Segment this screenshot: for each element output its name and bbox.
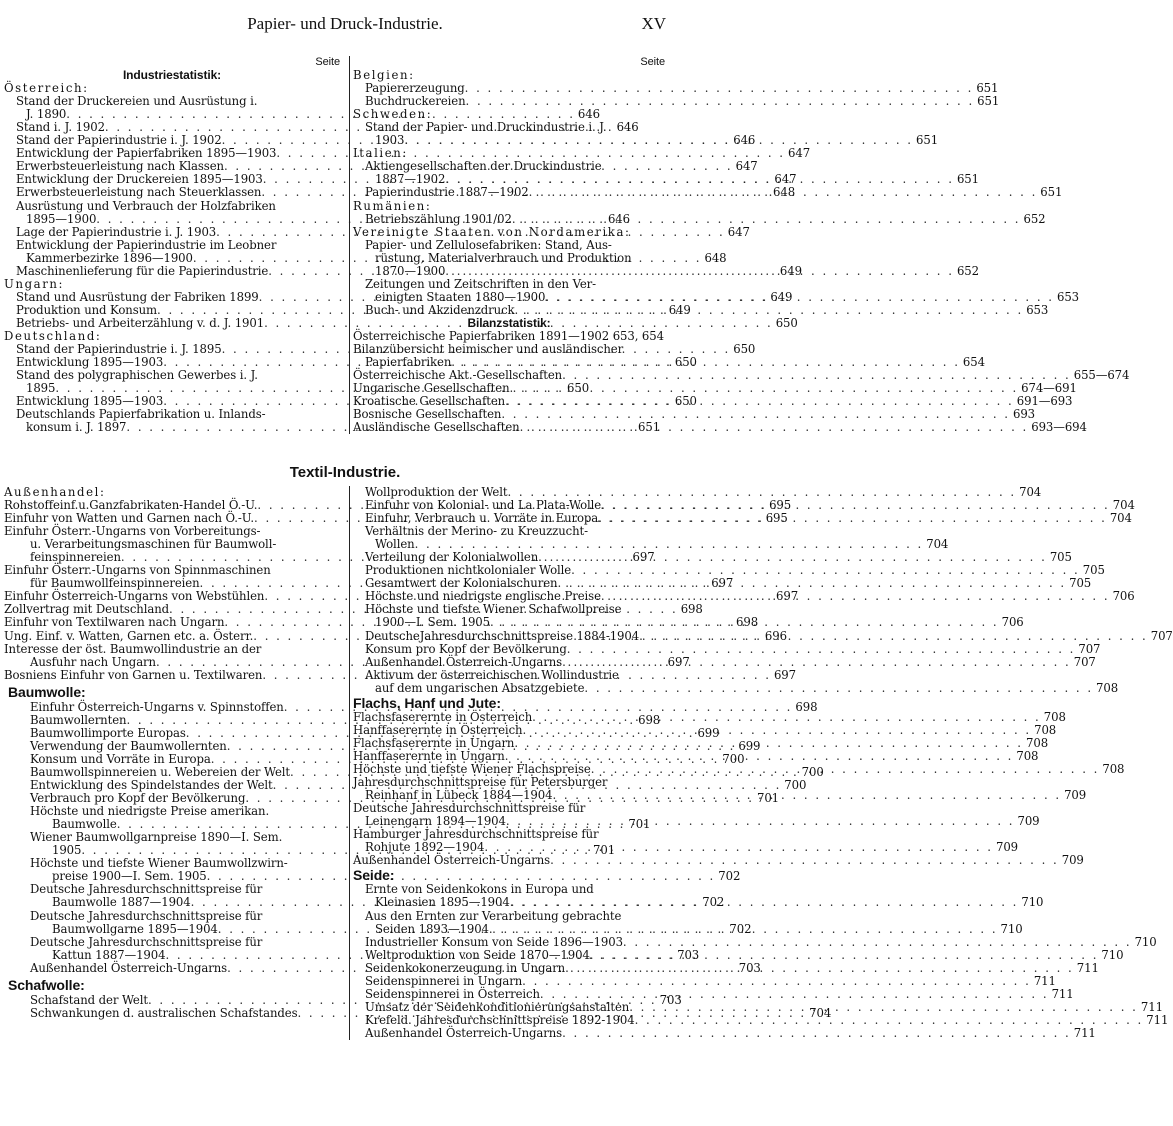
entry-continuation: Stand der Druckereien und Ausrüstung i.: [16, 94, 258, 109]
entry-page: 711: [1051, 986, 1074, 1001]
entry-continuation: Deutsche Jahresdurchschnittspreise für: [30, 882, 263, 897]
entry-text: Papierfabriken: [365, 355, 452, 370]
entry-page: 702: [718, 869, 741, 884]
entry-text: preise 1900—I. Sem. 1905: [52, 869, 207, 884]
entry-page: 651: [916, 133, 939, 148]
entry-text: Einfuhr Österreich-Ungarns von Webstühlen: [4, 589, 265, 604]
entry-page: 700: [722, 751, 745, 766]
leader-dots: [490, 616, 999, 629]
entry-page: 703: [659, 992, 682, 1007]
entry-text: Erwerbsteuerleistung nach Steuerklassen: [16, 185, 262, 200]
leader-dots: [520, 421, 1029, 434]
entry-continuation: Deutsche Jahresdurchschnittspreise für: [353, 801, 586, 816]
entry-continuation: Höchste und tiefste Wiener Schafwollpreise: [365, 602, 622, 617]
entry-text: Ungarische Gesellschaften: [353, 381, 510, 396]
country-heading: Deutschland:: [4, 328, 102, 343]
entry-page: 695: [769, 498, 792, 513]
entry-text: Bosnische Gesellschaften: [353, 407, 502, 422]
entry-text: Reinhanf in Lübeck 1884—1904: [365, 788, 553, 803]
entry-page: 648: [704, 250, 727, 265]
entry-text: Flachsfaserernte in Österreich: [353, 709, 533, 724]
leader-dots: [598, 512, 1107, 525]
entry-text: J. 1890: [26, 107, 67, 122]
entry-continuation: u. Verarbeitungsmaschinen für Baumwoll-: [30, 537, 277, 552]
leader-dots: [515, 304, 1024, 317]
entry-page: 647: [735, 159, 758, 174]
material-heading: Schafwolle:: [8, 976, 85, 993]
entry-text: Weltproduktion von Seide 1870—1904: [365, 947, 590, 962]
entry-page: 651: [638, 420, 661, 435]
entry-text: Kroatische Gesellschaften: [353, 394, 506, 409]
entry-page: 697: [773, 667, 796, 682]
entry-text: Baumwollgarne 1895—1904: [52, 921, 218, 936]
index-entry: [353, 1025, 1096, 1040]
entry-text: Seidenspinnerei in Ungarn: [365, 973, 523, 988]
entry-text: 1905: [52, 843, 82, 858]
entry-text: Außenhandel Österreich-Ungarns: [353, 853, 551, 868]
page-header: [0, 6, 690, 40]
entry-page: 647: [727, 224, 750, 239]
entry-page: 674—691: [1021, 381, 1077, 396]
entry-text: Seidenspinnerei in Österreich: [365, 986, 540, 1001]
entry-page: 646: [577, 107, 600, 122]
entry-page: 648: [773, 185, 796, 200]
entry-continuation: Einfuhr Österr.-Ungarns von Spinnmaschinen: [4, 563, 271, 578]
leader-dots: [590, 949, 1099, 962]
leader-dots: [639, 630, 1148, 643]
entry-text: Einfuhr Österreich-Ungarns v. Spinnstoffen: [30, 699, 284, 714]
leader-dots: [404, 134, 913, 147]
entry-continuation: Deutsche Jahresdurchschnittspreise für: [30, 934, 263, 949]
entry-text: Konsum pro Kopf der Bevölkerung: [365, 641, 567, 656]
entry-text: Produktion und Konsum: [16, 302, 158, 317]
entry-text: 1870—1900: [375, 263, 446, 278]
leader-dots: [445, 265, 954, 278]
entry-text: Hanffaserernte in Ungarn: [353, 748, 505, 763]
entry-text: Wollproduktion der Welt: [365, 485, 508, 499]
entry-page: 650: [567, 381, 590, 396]
leader-dots: [514, 737, 1023, 750]
entry-text: Krefeld. Jahresdurchschnittspreise 1892-1904: [365, 1012, 635, 1027]
entry-text: für Baumwollfeinspinnereien: [30, 576, 200, 591]
entry-text: Baumwollernten: [30, 712, 127, 727]
material-heading: Baumwolle:: [8, 683, 86, 700]
entry-text: Baumwollspinnereien u. Webereien der Welt: [30, 764, 291, 779]
index-entry: [353, 709, 1066, 724]
entry-page: 707: [1073, 654, 1096, 669]
index-entry: [353, 211, 1046, 226]
leader-dots: [567, 643, 1076, 656]
entry-text: DeutscheJahresdurchschnittspreise 1884-1904: [365, 628, 640, 643]
entry-text: Papiererzeugung: [365, 81, 465, 96]
entry-page: 700: [784, 778, 807, 793]
country-heading: Vereinigte Staaten von Nordamerika:: [353, 224, 631, 239]
entry-text: Baumwollimporte Europas: [30, 725, 186, 740]
entry-continuation: Einfuhr Österr.-Ungarns von Vorbereitungs-: [4, 524, 261, 539]
entry-text: Produktionen nichtkolonialer Wolle: [365, 563, 572, 578]
entry-page: 698: [638, 712, 661, 727]
entry-page: 710: [1134, 934, 1157, 949]
entry-page: 701: [593, 843, 616, 858]
entry-text: Höchste und tiefste Wiener Flachspreise: [353, 761, 591, 776]
entry-continuation: Bilanzübersicht heimischer und ausländischer: [353, 342, 624, 357]
entry-page: 706: [1001, 615, 1024, 630]
entry-page: 650: [733, 342, 756, 357]
leader-dots: [512, 213, 1021, 226]
entry-text: feinspinnereien: [30, 550, 121, 565]
entry-text: Stand der Papierindustrie i. J. 1902: [16, 133, 222, 148]
entry-text: Einfuhr von Textilwaren nach Ungarn: [4, 615, 225, 630]
entry-text: Österreichische Akt.-Gesellschaften: [353, 368, 563, 383]
entry-text: Papierindustrie 1887—1902: [365, 185, 529, 200]
entry-page: 649: [779, 263, 802, 278]
entry-page: 701: [756, 791, 779, 806]
entry-page: 702: [729, 921, 752, 936]
entry-text: Baumwolle: [52, 817, 117, 832]
entry-page: 693: [1013, 407, 1036, 422]
entry-page: 711: [1146, 1012, 1169, 1027]
entry-page: 651: [1040, 185, 1063, 200]
column-page-label: Seite: [315, 56, 340, 68]
leader-dots: [601, 590, 1110, 603]
entry-text: Rohstoffeinf.u.Ganzfabrikaten-Handel Ö.-U.: [4, 498, 258, 513]
entry-text: Außenhandel Österreich-Ungarns: [30, 960, 228, 975]
entry-page: 705: [1082, 563, 1105, 578]
leader-dots: [550, 854, 1059, 867]
country-heading: Italien:: [353, 146, 408, 161]
leader-dots: [466, 95, 975, 108]
entry-page: 698: [795, 699, 818, 714]
entry-page: 646: [607, 211, 630, 226]
entry-text: konsum i. J. 1897: [26, 420, 127, 435]
entry-page: 711: [1076, 960, 1099, 975]
leader-dots: [529, 186, 1038, 199]
entry-page: 698: [680, 602, 703, 617]
leader-dots: [552, 789, 1061, 802]
entry-page: 703: [738, 960, 761, 975]
entry-text: Kattun 1887—1904: [52, 947, 166, 962]
country-heading: Österreich:: [4, 81, 89, 96]
column-page-label: Seite: [640, 56, 665, 68]
entry-text: Entwicklung der Papierfabriken 1895—1903: [16, 146, 277, 161]
entry-continuation: Hamburger Jahresdurchschnittspreise für: [353, 827, 599, 842]
entry-page: 708: [1016, 748, 1039, 763]
entry-continuation: Interesse der öst. Baumwollindustrie an der: [4, 641, 262, 656]
entry-continuation: Höchste und niedrigste Preise amerikan.: [30, 804, 270, 819]
entry-text: Außenhandel Österreich-Ungarns: [365, 654, 563, 669]
leader-dots: [565, 962, 1074, 975]
entry-continuation: Deutschlands Papierfabrikation u. Inlands-: [16, 407, 266, 422]
index-entry: [353, 853, 1084, 868]
entry-text: Entwicklung der Druckereien 1895—1903: [16, 172, 263, 187]
entry-text: Verteilung der Kolonialwollen: [365, 550, 539, 565]
entry-text: Verwendung der Baumwollernten: [30, 738, 227, 753]
entry-text: Stand und Ausrüstung der Fabriken 1899: [16, 289, 259, 304]
entry-text: auf dem ungarischen Absatzgebiete: [375, 680, 585, 695]
entry-text: Industrieller Konsum von Seide 1896—1903: [365, 934, 623, 949]
entry-text: Baumwolle 1887—1904: [52, 895, 191, 910]
entry-continuation: Ausrüstung und Verbrauch der Holzfabriken: [16, 198, 276, 213]
material-heading: Flachs, Hanf und Jute:: [353, 694, 501, 711]
entry-page: 709: [995, 840, 1018, 855]
entry-text: Maschinenlieferung für die Papierindustrie: [16, 263, 269, 278]
entry-text: Stand i. J. 1902: [16, 120, 105, 135]
entry-page: 698: [736, 615, 759, 630]
entry-continuation: Verhältnis der Merino- zu Kreuzzucht-: [365, 524, 588, 539]
entry-text: Ausländische Gesellschaften: [353, 420, 520, 435]
entry-continuation: Zeitungen und Zeitschriften in den Ver-: [365, 276, 597, 291]
leader-dots: [510, 896, 1019, 909]
entry-page: 650: [674, 394, 697, 409]
subsection-heading: Bilanzstatistik:: [467, 315, 551, 330]
entry-page: 711: [1073, 1025, 1096, 1040]
entry-text: Wollen: [375, 537, 415, 552]
running-title: Papier- und Druck-Industrie.: [247, 14, 443, 33]
entry-page: 708: [1034, 722, 1057, 737]
entry-page: 697: [776, 589, 799, 604]
entry-page: 646: [616, 120, 639, 135]
entry-page: 652: [956, 263, 979, 278]
entry-page: 709: [1064, 788, 1087, 803]
entry-continuation: Papier- und Zellulosefabriken: Stand, Aus-: [365, 237, 612, 252]
country-heading: Ungarn:: [4, 276, 65, 291]
entry-page: 699: [738, 738, 761, 753]
entry-page: 699: [697, 725, 720, 740]
entry-page: 701: [628, 817, 651, 832]
entry-page: 704: [1109, 511, 1132, 526]
entry-text: Ung. Einf. v. Watten, Garnen etc. a. Österr.: [4, 628, 254, 643]
entry-continuation: Aktivum der österreichischen Wollindustrie: [365, 667, 619, 682]
entry-page: 646: [733, 133, 756, 148]
index-entry: [353, 680, 1119, 695]
entry-text: Betriebs- und Arbeiterzählung v. d. J. 1901: [16, 315, 265, 330]
entry-text: Entwicklung des Spindelstandes der Welt: [30, 778, 273, 793]
entry-text: 1895—1900: [26, 211, 97, 226]
leader-dots: [635, 1014, 1144, 1027]
entry-page: 651: [976, 81, 999, 96]
entry-text: Seiden 1893—1904: [375, 921, 489, 936]
entry-text: Buchdruckereien: [365, 94, 466, 109]
index-entry: Österreichische Papierfabriken 1891—1902 653, 654: [353, 328, 664, 343]
entry-page: 700: [801, 764, 824, 779]
entry-page: 697: [711, 576, 734, 591]
entry-text: Einfuhr von Watten und Garnen nach Ö.-U.: [4, 511, 255, 526]
leader-dots: [584, 682, 1093, 695]
entry-page: 707: [1150, 628, 1173, 643]
entry-page: 651: [977, 94, 1000, 109]
entry-text: 1895: [26, 381, 56, 396]
entry-page: 650: [674, 355, 697, 370]
entry-text: Stand der Papierindustrie i. J. 1895: [16, 342, 222, 357]
leader-dots: [562, 656, 1071, 669]
entry-text: Verbrauch pro Kopf der Bevölkerung: [30, 791, 246, 806]
entry-page: 710: [1021, 895, 1044, 910]
entry-page: 704: [1019, 485, 1042, 499]
entry-page: 647: [774, 172, 797, 187]
leader-dots: [629, 1001, 1138, 1014]
entry-page: 697: [667, 654, 690, 669]
entry-text: Lage der Papierindustrie i. J. 1903: [16, 224, 217, 239]
entry-page: 710: [1101, 947, 1124, 962]
entry-continuation: Höchste und tiefste Wiener Baumwollzwirn-: [30, 856, 288, 871]
entry-continuation: Ernte von Seidenkokons in Europa und: [365, 882, 594, 897]
entry-page: 708: [1026, 735, 1049, 750]
entry-page: 704: [926, 537, 949, 552]
entry-continuation: Stand des polygraphischen Gewerbes i. J.: [16, 368, 258, 383]
country-heading: Belgien:: [353, 68, 415, 83]
leader-dots: [545, 291, 1054, 304]
entry-page: 650: [775, 315, 798, 330]
section-title-textil: Textil-Industrie.: [289, 464, 401, 481]
entry-text: Ausfuhr nach Ungarn: [30, 654, 156, 669]
entry-text: 1900—I. Sem. 1905: [375, 615, 490, 630]
index-entry: [353, 420, 1087, 435]
entry-text: Hanffaserernte in Österreich: [353, 722, 523, 737]
entry-page: 697: [632, 550, 655, 565]
category-heading: Außenhandel:: [4, 485, 106, 499]
entry-page: 695: [765, 511, 788, 526]
entry-text: Einfuhr, Verbrauch u. Vorräte in Europa: [365, 511, 599, 526]
entry-text: Konsum und Vorräte in Europa: [30, 751, 211, 766]
country-heading: Rumänien:: [353, 198, 432, 213]
entry-text: Leinengarn 1894—1904: [365, 814, 506, 829]
entry-page: 702: [702, 895, 725, 910]
entry-text: 1903: [375, 133, 405, 148]
entry-page: 705: [1069, 576, 1092, 591]
entry-text: einigten Staaten 1880—1900: [375, 289, 546, 304]
entry-text: Bosniens Einfuhr von Garnen u. Textilwaren: [4, 667, 263, 682]
leader-dots: [623, 936, 1132, 949]
leader-dots: [522, 975, 1031, 988]
entry-page: 651: [956, 172, 979, 187]
entry-continuation: Wiener Baumwollgarnpreise 1890—I. Sem.: [30, 830, 283, 845]
entry-page: 705: [1049, 550, 1072, 565]
leader-dots: [532, 711, 1041, 724]
entry-page: 708: [1096, 680, 1119, 695]
entry-text: Einfuhr von Kolonial- und La Plata-Wolle: [365, 498, 602, 513]
entry-page: 708: [1043, 709, 1066, 724]
leader-dots: [540, 988, 1049, 1001]
entry-continuation: Aus den Ernten zur Verarbeitung gebrachte: [365, 908, 622, 923]
entry-continuation: rüstung, Materialverbrauch und Produktion: [375, 250, 632, 265]
leader-dots: [562, 1027, 1071, 1040]
entry-page: 709: [1061, 853, 1084, 868]
entry-text: Seidenkokonerzeugung in Ungarn: [365, 960, 566, 975]
entry-page: 710: [1000, 921, 1023, 936]
entry-page: 706: [1112, 589, 1135, 604]
entry-page: 654: [962, 355, 985, 370]
entry-page: 711: [1033, 973, 1056, 988]
leader-dots: [522, 724, 1031, 737]
entry-page: 708: [1102, 761, 1125, 776]
entry-text: Höchste und niedrigste englische Preise: [365, 589, 601, 604]
entry-page: 709: [1017, 814, 1040, 829]
index-entry: [353, 934, 1157, 949]
entry-text: Zollvertrag mit Deutschland: [4, 602, 170, 617]
entry-text: Kammerbezirke 1896—1900: [26, 250, 193, 265]
entry-text: Betriebszählung 1901/02: [365, 211, 512, 226]
entry-continuation: Stand der Papier- und Druckindustrie i. J.: [365, 120, 607, 135]
entry-page: 703: [677, 947, 700, 962]
entry-text: Erwerbsteuerleistung nach Klassen: [16, 159, 224, 174]
entry-text: Schwankungen d. australischen Schafstandes: [30, 1005, 298, 1020]
entry-text: 1887—1902: [375, 172, 446, 187]
entry-page: 655—674: [1073, 368, 1130, 383]
entry-page: 707: [1078, 641, 1101, 656]
entry-page: 704: [1112, 498, 1135, 513]
leader-dots: [591, 763, 1100, 776]
entry-page: 653: [1026, 302, 1049, 317]
entry-text: Schafstand der Welt: [30, 992, 148, 1007]
entry-page: 696: [764, 628, 787, 643]
page-number: XV: [641, 14, 666, 33]
entry-text: Flachsfaserernte in Ungarn: [353, 735, 515, 750]
entry-text: Gesamtwert der Kolonialschuren: [365, 576, 558, 591]
entry-text: Entwicklung 1895—1903: [16, 355, 164, 370]
material-heading: Seide:: [353, 867, 395, 884]
entry-text: Buch- und Akzidenzdruck: [365, 302, 515, 317]
entry-continuation: Jahresdurchschnittspreise für Petersburger: [353, 775, 608, 790]
entry-continuation: Entwicklung der Papierindustrie im Leobner: [16, 237, 277, 252]
entry-page: 691—693: [1016, 394, 1073, 409]
entry-page: 649: [668, 302, 691, 317]
entry-page: 652: [1023, 211, 1046, 226]
entry-page: 711: [1140, 999, 1163, 1014]
entry-continuation: Aktiengesellschaften der Druckindustrie: [365, 159, 602, 174]
entry-page: 653: [1056, 289, 1079, 304]
entry-continuation: Deutsche Jahresdurchschnittspreise für: [30, 908, 263, 923]
index-entry: [353, 641, 1101, 656]
entry-page: 693—694: [1031, 420, 1087, 435]
entry-page: 704: [809, 1005, 832, 1020]
entry-page: 649: [770, 289, 793, 304]
entry-text: Rohjute 1892—1904: [365, 840, 485, 855]
entry-text: Umsatz der Seidenkonditionierungsanstalten: [365, 999, 630, 1014]
entry-text: Entwicklung 1895—1903: [16, 394, 164, 409]
entry-page: 647: [788, 146, 811, 161]
country-heading: Schweden:: [353, 107, 433, 122]
entry-text: Kleinasien 1895—1904: [375, 895, 510, 910]
leader-dots: [489, 923, 998, 936]
subsection-heading: Industriestatistik:: [122, 68, 222, 83]
entry-text: Außenhandel Österreich-Ungarns: [365, 1025, 563, 1040]
index-entry: [353, 973, 1056, 988]
